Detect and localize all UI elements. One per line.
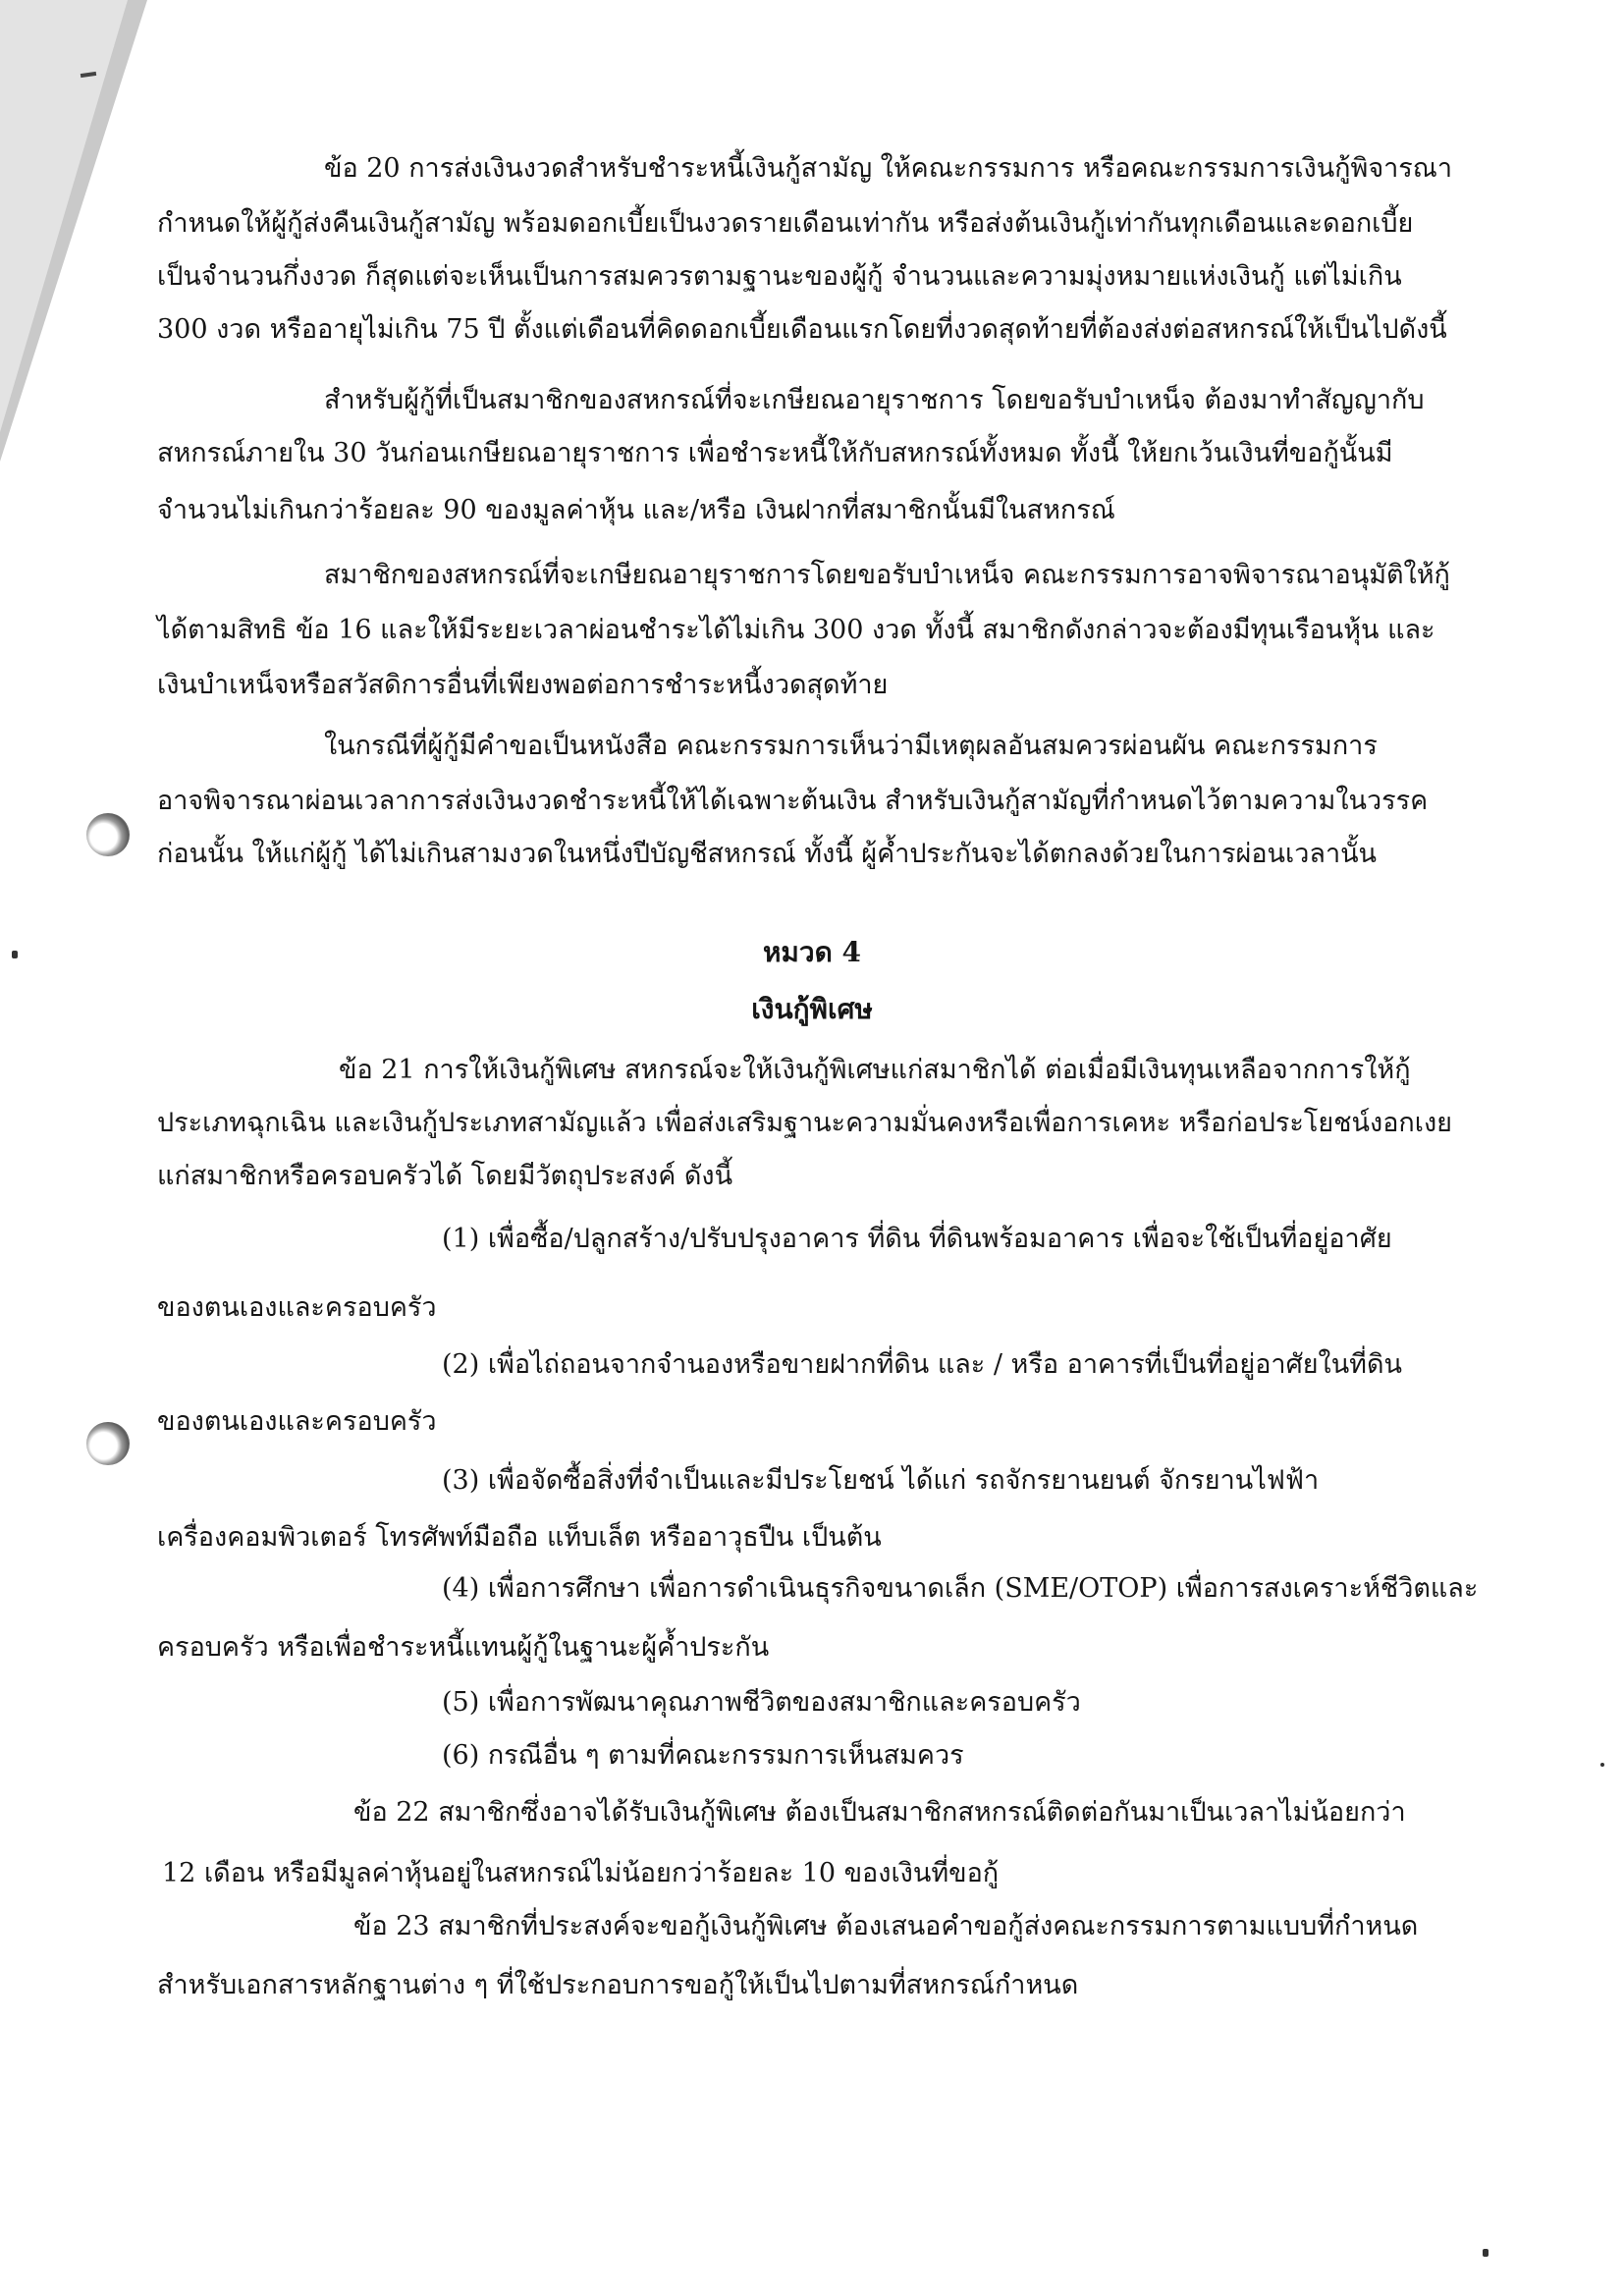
clause-23-line-1: ข้อ 23 สมาชิกที่ประสงค์จะขอกู้เงินกู้พิเศษ ต้องเสนอคำขอกู้ส่งคณะกรรมการตามแบบที่กำหนด (353, 1911, 1419, 1941)
clause-22-line-2: 12 เดือน หรือมีมูลค่าหุ้นอยู่ในสหกรณ์ไม่น้อยกว่าร้อยละ 10 ของเงินที่ขอกู้ (162, 1858, 1000, 1888)
clause-21-line-1: ข้อ 21 การให้เงินกู้พิเศษ สหกรณ์จะให้เงินกู้พิเศษแก่สมาชิกได้ ต่อเมื่อมีเงินทุนเหลือจากการให้กู้ (339, 1055, 1411, 1085)
clause-20-line-2: กำหนดให้ผู้กู้ส่งคืนเงินกู้สามัญ พร้อมดอกเบี้ยเป็นงวดรายเดือนเท่ากัน หรือส่งต้นเงินกู้เท่ากันทุกเดือนและดอกเบี้ย (157, 208, 1414, 239)
clause-20-pension-line-1: สมาชิกของสหกรณ์ที่จะเกษียณอายุราชการโดยขอรับบำเหน็จ คณะกรรมการอาจพิจารณาอนุมัติให้กู้ (324, 560, 1450, 590)
clause-20-defer-line-1: ในกรณีที่ผู้กู้มีคำขอเป็นหนังสือ คณะกรรมการเห็นว่ามีเหตุผลอันสมควรผ่อนผัน คณะกรรมการ (324, 731, 1378, 761)
clause-21-item-6: (6) กรณีอื่น ๆ ตามที่คณะกรรมการเห็นสมควร (442, 1740, 964, 1771)
clause-21-item-4-line-1: (4) เพื่อการศึกษา เพื่อการดำเนินธุรกิจขนาดเล็ก (SME/OTOP) เพื่อการสงเคราะห์ชีวิตและ (442, 1573, 1479, 1604)
clause-20-retire-line-2: สหกรณ์ภายใน 30 วันก่อนเกษียณอายุราชการ เพื่อชำระหนี้ให้กับสหกรณ์ทั้งหมด ทั้งนี้ ให้ยกเว้นเงินที่ขอกู้นั้นมี (157, 438, 1393, 468)
clause-23-line-2: สำหรับเอกสารหลักฐานต่าง ๆ ที่ใช้ประกอบการขอกู้ให้เป็นไปตามที่สหกรณ์กำหนด (157, 1970, 1079, 2000)
clause-21-item-5: (5) เพื่อการพัฒนาคุณภาพชีวิตของสมาชิกและครอบครัว (442, 1687, 1081, 1718)
clause-21-item-3-line-1: (3) เพื่อจัดซื้อสิ่งที่จำเป็นและมีประโยชน์ ได้แก่ รถจักรยานยนต์ จักรยานไฟฟ้า (442, 1465, 1320, 1496)
clause-20-pension-line-2: ได้ตามสิทธิ ข้อ 16 และให้มีระยะเวลาผ่อนชำระได้ไม่เกิน 300 งวด ทั้งนี้ สมาชิกดังกล่าวจะต้องมีทุนเรือนหุ้น และ (157, 615, 1435, 645)
chapter-number: หมวด 4 (762, 936, 862, 968)
clause-21-item-1-line-2: ของตนเองและครอบครัว (157, 1292, 437, 1323)
clause-20-line-3: เป็นจำนวนกึ่งงวด ก็สุดแต่จะเห็นเป็นการสมควรตามฐานะของผู้กู้ จำนวนและความมุ่งหมายแห่งเงินกู้ แต่ไม่เกิน (157, 261, 1402, 292)
clause-21-item-4-line-2: ครอบครัว หรือเพื่อชำระหนี้แทนผู้กู้ในฐานะผู้ค้ำประกัน (157, 1632, 770, 1663)
clause-22-line-1: ข้อ 22 สมาชิกซึ่งอาจได้รับเงินกู้พิเศษ ต้องเป็นสมาชิกสหกรณ์ติดต่อกันมาเป็นเวลาไม่น้อยกว่า (353, 1797, 1406, 1828)
clause-21-item-2-line-1: (2) เพื่อไถ่ถอนจากจำนองหรือขายฝากที่ดิน และ / หรือ อาคารที่เป็นที่อยู่อาศัยในที่ดิน (442, 1349, 1402, 1380)
clause-21-line-3: แก่สมาชิกหรือครอบครัวได้ โดยมีวัตถุประสงค์ ดังนี้ (157, 1161, 733, 1191)
clause-20-retire-line-3: จำนวนไม่เกินกว่าร้อยละ 90 ของมูลค่าหุ้น และ/หรือ เงินฝากที่สมาชิกนั้นมีในสหกรณ์ (157, 495, 1115, 525)
clause-21-item-1-line-1: (1) เพื่อซื้อ/ปลูกสร้าง/ปรับปรุงอาคาร ที่ดิน ที่ดินพร้อมอาคาร เพื่อจะใช้เป็นที่อยู่อาศัย (442, 1224, 1392, 1254)
clause-20-retire-line-1: สำหรับผู้กู้ที่เป็นสมาชิกของสหกรณ์ที่จะเกษียณอายุราชการ โดยขอรับบำเหน็จ ต้องมาทำสัญญากับ (324, 385, 1425, 415)
clause-20-pension-line-3: เงินบำเหน็จหรือสวัสดิการอื่นที่เพียงพอต่อการชำระหนี้งวดสุดท้าย (157, 670, 889, 700)
clause-20-line-4: 300 งวด หรืออายุไม่เกิน 75 ปี ตั้งแต่เดือนที่คิดดอกเบี้ยเดือนแรกโดยที่งวดสุดท้ายที่ต้องส่งต่อสหกรณ์ให้เป็นไปดังนี้ (157, 314, 1447, 345)
clause-20-line-1: ข้อ 20 การส่งเงินงวดสำหรับชำระหนี้เงินกู้สามัญ ให้คณะกรรมการ หรือคณะกรรมการเงินกู้พิจารณา (324, 153, 1453, 184)
clause-20-defer-line-2: อาจพิจารณาผ่อนเวลาการส่งเงินงวดชำระหนี้ให้ได้เฉพาะต้นเงิน สำหรับเงินกู้สามัญที่กำหนดไว้ตามความในวรรค (157, 786, 1429, 816)
chapter-title: เงินกู้พิเศษ (751, 993, 873, 1025)
clause-21-item-2-line-2: ของตนเองและครอบครัว (157, 1406, 437, 1437)
clause-21-item-3-line-2: เครื่องคอมพิวเตอร์ โทรศัพท์มือถือ แท็บเล็ต หรืออาวุธปืน เป็นต้น (157, 1522, 882, 1553)
clause-20-defer-line-3: ก่อนนั้น ให้แก่ผู้กู้ ได้ไม่เกินสามงวดในหนึ่งปีบัญชีสหกรณ์ ทั้งนี้ ผู้ค้ำประกันจะได้ตกลงด้วยในการผ่อนเวลานั้น (157, 839, 1378, 869)
clause-21-line-2: ประเภทฉุกเฉิน และเงินกู้ประเภทสามัญแล้ว เพื่อส่งเสริมฐานะความมั่นคงหรือเพื่อการเคหะ หรือก่อประโยชน์งอกเงย (157, 1108, 1452, 1138)
